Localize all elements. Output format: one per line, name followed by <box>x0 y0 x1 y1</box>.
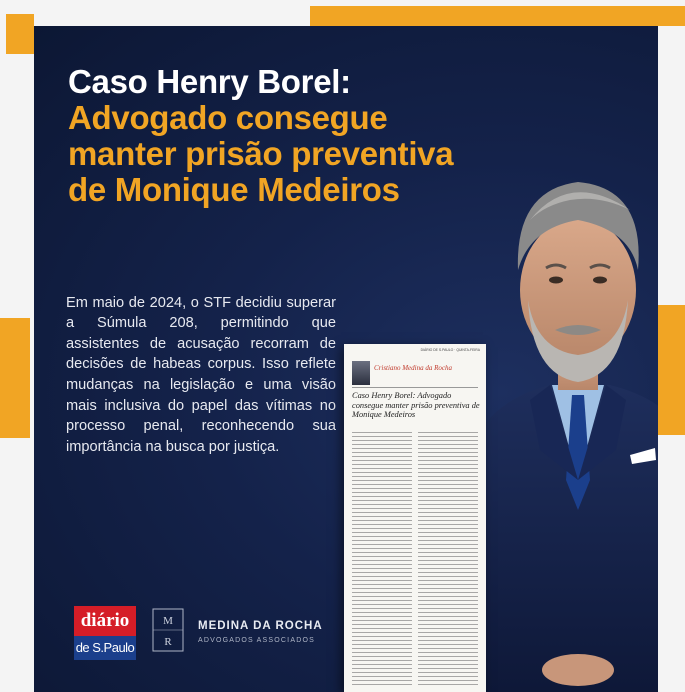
newspaper-header: DIÁRIO DE S.PAULO · QUINTA-FEIRA <box>420 348 480 352</box>
newspaper-title: Caso Henry Borel: Advogado consegue manter prisão preventiva de Monique Medeiros <box>352 391 480 420</box>
diario-logo-top: diário <box>74 606 136 636</box>
post-card <box>34 26 658 692</box>
lawyer-portrait <box>470 150 658 692</box>
newspaper-author: Cristiano Medina da Rocha <box>374 364 452 372</box>
firm-name: MEDINA DA ROCHA <box>198 620 323 632</box>
newspaper-divider <box>352 387 478 388</box>
diario-sp-logo <box>74 606 136 674</box>
svg-text:R: R <box>164 636 172 648</box>
author-photo <box>352 361 370 385</box>
newspaper-clipping <box>344 344 486 692</box>
diario-logo-bottom: de S.Paulo <box>74 636 136 660</box>
newspaper-text-column-1 <box>352 432 412 687</box>
accent-bar-left-lower <box>0 318 30 438</box>
medina-da-rocha-logo <box>152 608 342 668</box>
svg-text:M: M <box>163 615 173 627</box>
accent-bar-top <box>310 6 685 26</box>
headline-line2: Advogado consegue manter prisão preventiva de Monique Medeiros <box>68 99 454 208</box>
accent-bar-right <box>655 305 685 435</box>
newspaper-text-column-2 <box>418 432 478 687</box>
accent-bar-left <box>6 14 34 54</box>
firm-subtitle: ADVOGADOS ASSOCIADOS <box>198 637 315 644</box>
headline <box>68 64 468 208</box>
body-paragraph: Em maio de 2024, o STF decidiu superar a Súmula 208, permitindo que assistentes de acusação recorram de decisões de habeas corpus. Isso reflete mudanças na legislação e uma visão mais inclusiva do papel das vítimas no processo penal, reconhecendo sua importância na busca por justiça. <box>66 294 336 455</box>
headline-line1: Caso Henry Borel: <box>68 63 351 100</box>
mr-monogram-icon <box>152 608 184 652</box>
